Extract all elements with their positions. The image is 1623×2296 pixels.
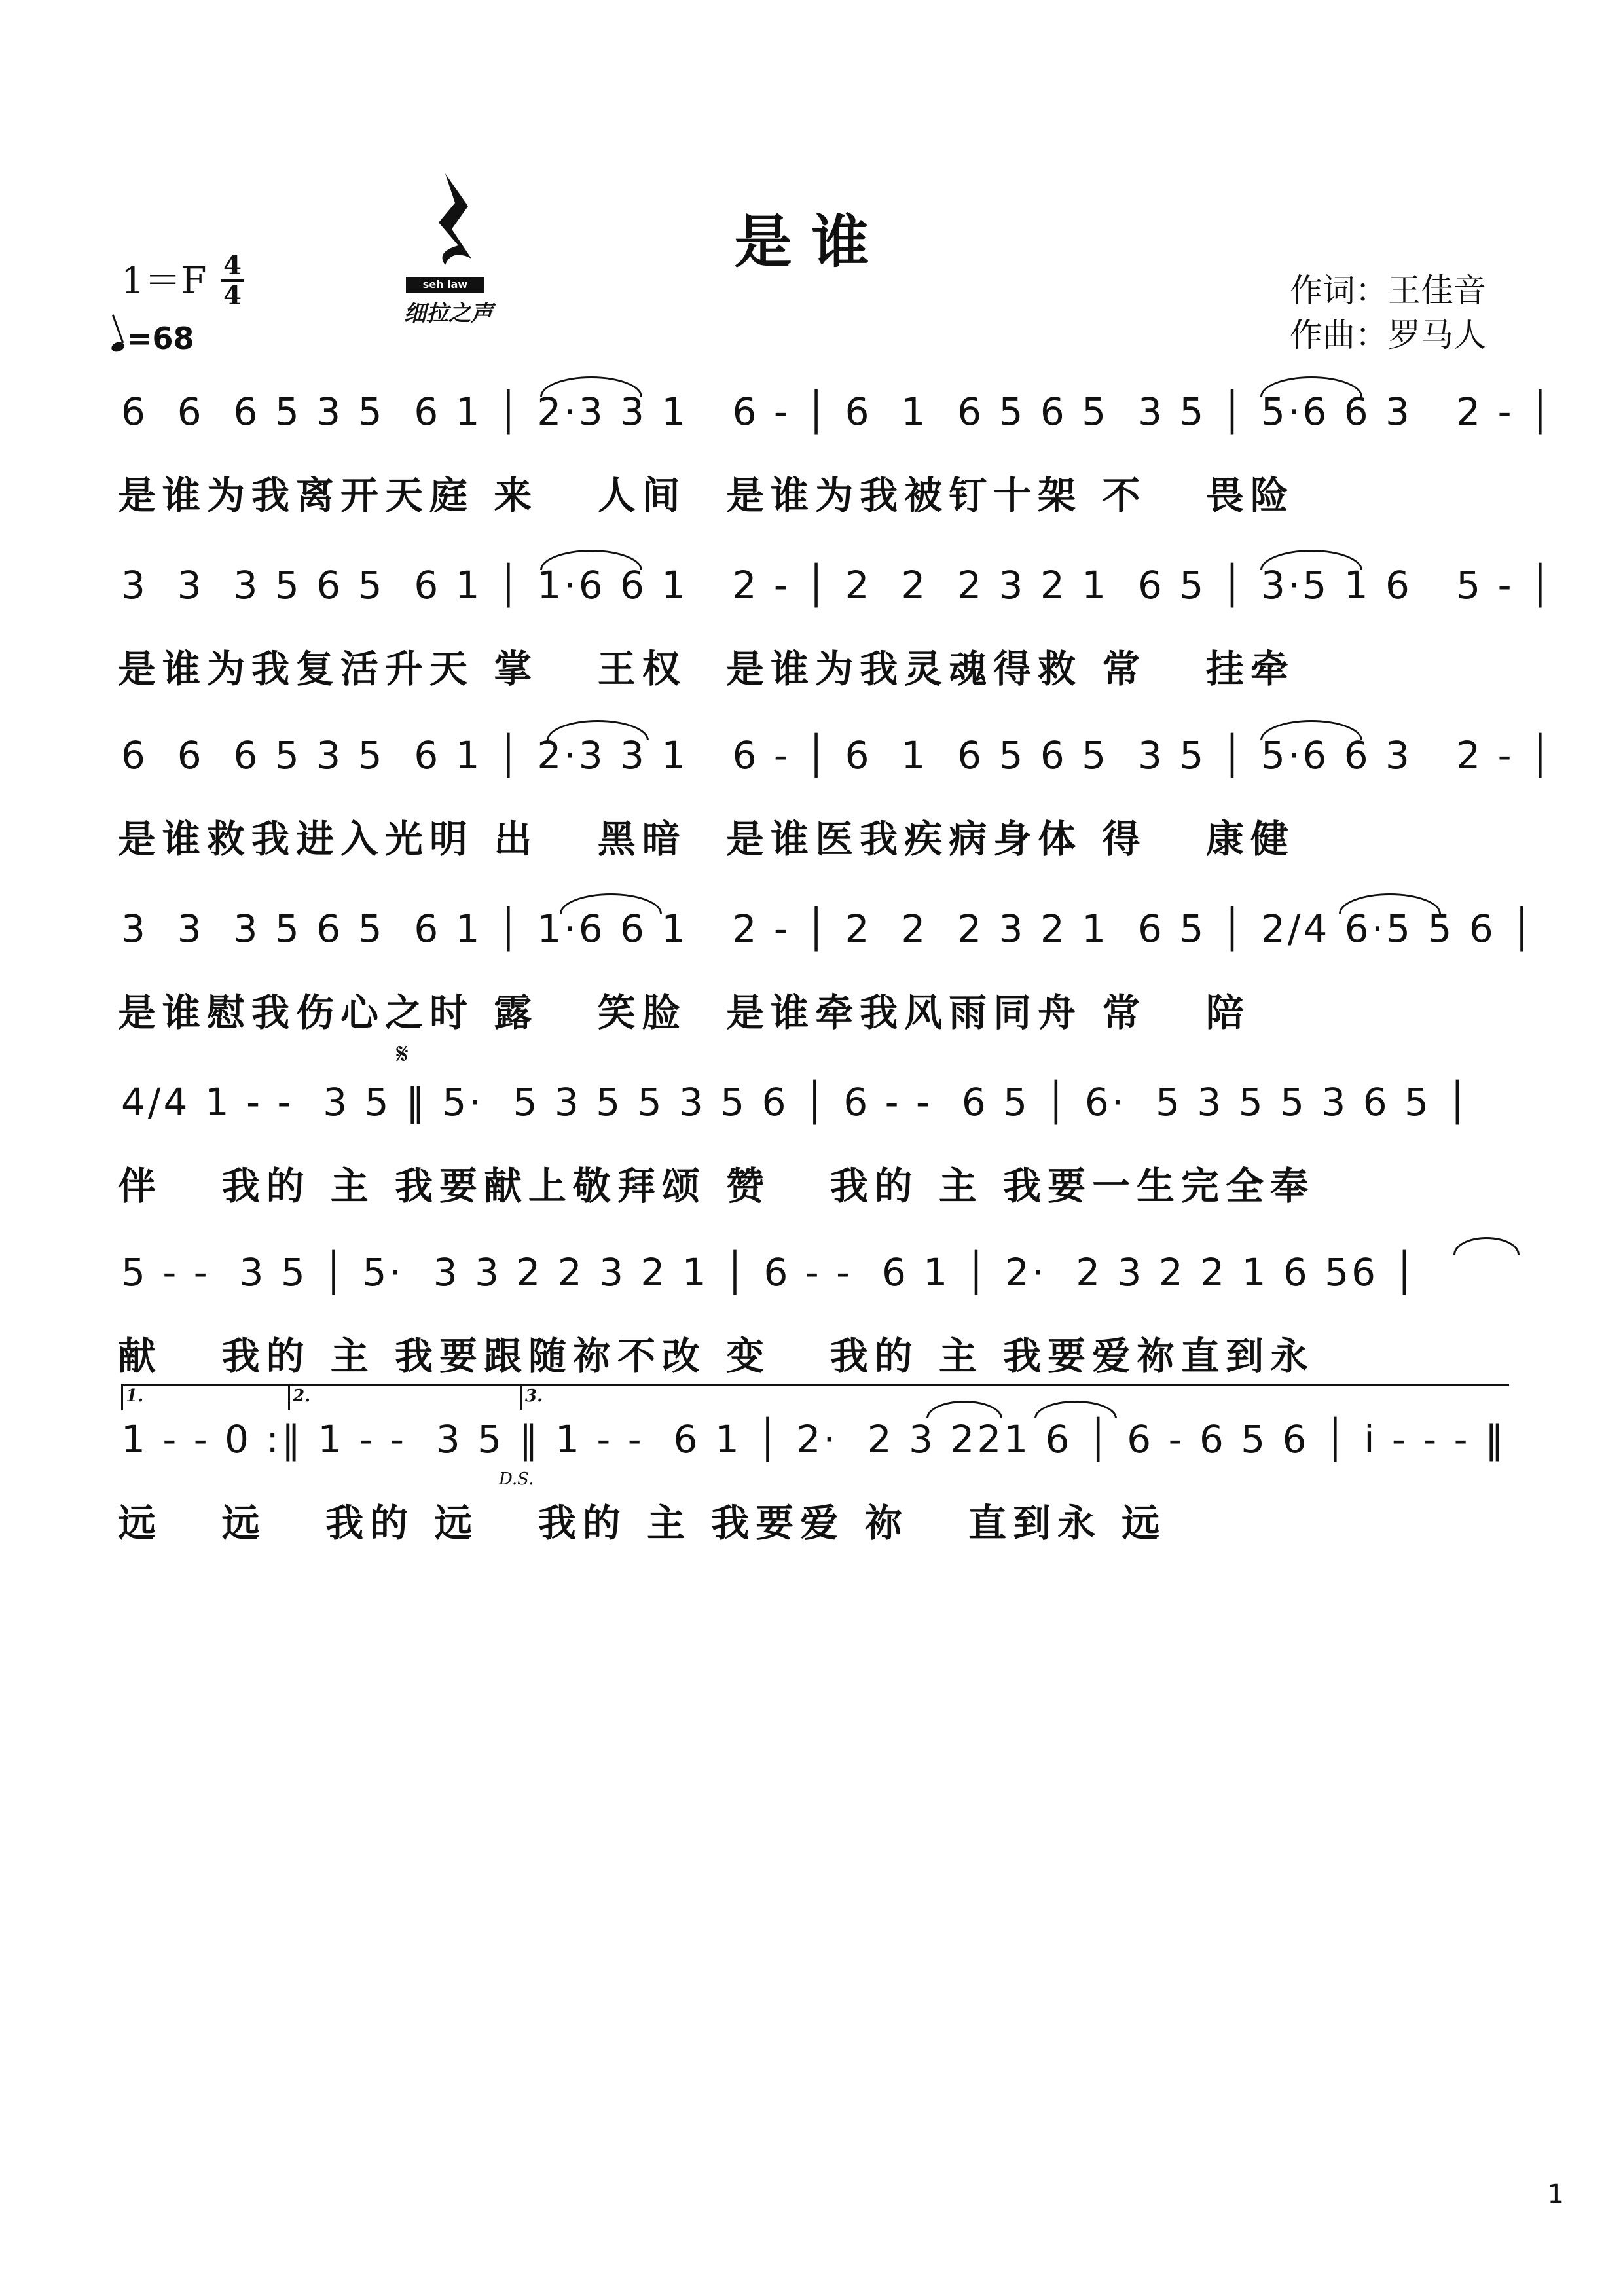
slur (1260, 720, 1362, 740)
slur (926, 1401, 1002, 1418)
logo-badge: seh law (406, 277, 484, 293)
page-number: 1 (1547, 2179, 1564, 2210)
lyric-line-7: 远 远 我的 远 我的 主 我要爱 祢 直到永 远 (118, 1501, 1167, 1545)
ds-marking: D.S. (499, 1469, 534, 1489)
logo-caption: 细拉之声 (404, 300, 493, 327)
tempo-marking (111, 321, 194, 356)
lyric-line-6: 献 我的 主 我要跟随祢不改 变 我的 主 我要爱祢直到永 (118, 1334, 1315, 1378)
quarter-rest-icon (383, 167, 514, 278)
credits (1290, 268, 1486, 357)
tie (1034, 1401, 1117, 1418)
slur (547, 720, 649, 740)
lyric-line-5: 伴 我的 主 我要献上敬拜颂 赞 我的 主 我要一生完全奉 (118, 1164, 1315, 1208)
volta-2: 2. (293, 1386, 311, 1406)
notation-line-4: 3 3 3 5 6 5 6 1 │ 1·6 6 1 2 - │ 2 2 2 3 2 1 6 5 │ 2/4 6·5 5 6 │ (121, 906, 1537, 951)
notation-line-1: 6 6 6 5 3 5 6 1 │ 2·3 3 1 6 - │ 6 1 6 5 6 5 3 5 │ 5·6 6 3 2 - │ (121, 389, 1554, 434)
time-signature-bottom: 4 (223, 280, 242, 311)
notation-line-5: 4/4 1 - - 3 5 ‖ 5· 5 3 5 5 3 5 6 │ 6 - - 6 5 │ 6· 5 3 5 5 3 6 5 │ (121, 1080, 1472, 1124)
slur (1453, 1237, 1520, 1255)
slur (540, 550, 642, 570)
slur (1260, 376, 1362, 397)
volta-line (121, 1384, 1509, 1386)
song-title: 是谁 (734, 208, 889, 276)
volta-1: 1. (126, 1386, 144, 1406)
tempo-value: =68 (127, 321, 194, 356)
time-signature-top: 4 (223, 250, 242, 281)
logo (383, 167, 514, 327)
notation-line-3: 6 6 6 5 3 5 6 1 │ 2·3 3 1 6 - │ 6 1 6 5 6 5 3 5 │ 5·6 6 3 2 - │ (121, 733, 1554, 778)
lyric-line-2: 是谁为我复活升天 掌 王权 是谁为我灵魂得救 常 挂牵 (118, 647, 1295, 691)
notation-line-2: 3 3 3 5 6 5 6 1 │ 1·6 6 1 2 - │ 2 2 2 3 2 1 6 5 │ 3·5 1 6 5 - │ (121, 563, 1554, 607)
lyric-line-3: 是谁救我进入光明 出 黑暗 是谁医我疾病身体 得 康健 (118, 817, 1295, 861)
composer: 作曲：罗马人 (1290, 316, 1486, 354)
key-signature: 1＝F (121, 260, 207, 302)
slur (1339, 893, 1441, 914)
lyricist: 作词：王佳音 (1290, 272, 1486, 310)
lyric-line-4: 是谁慰我伤心之时 露 笑脸 是谁牵我风雨同舟 常 陪 (118, 990, 1250, 1035)
lyric-line-1: 是谁为我离开天庭 来 人间 是谁为我被钉十架 不 畏险 (118, 473, 1295, 518)
time-signature (219, 252, 246, 310)
slur (1260, 550, 1362, 570)
slur (540, 376, 642, 397)
segno-sign: 𝄋 (396, 1037, 409, 1071)
notation-line-6: 5 - - 3 5 │ 5· 3 3 2 2 3 2 1 │ 6 - - 6 1 │ 2· 2 3 2 2 1 6 56 │ (121, 1250, 1419, 1295)
notation-line-7: 1 - - 0 :‖ 1 - - 3 5 ‖ 1 - - 6 1 │ 2· 2 3 221 6 │ 6 - 6 5 6 │ i - - - ‖ (121, 1417, 1506, 1462)
volta-3: 3. (525, 1386, 543, 1406)
slur (560, 893, 662, 914)
quarter-note-icon (110, 340, 126, 353)
